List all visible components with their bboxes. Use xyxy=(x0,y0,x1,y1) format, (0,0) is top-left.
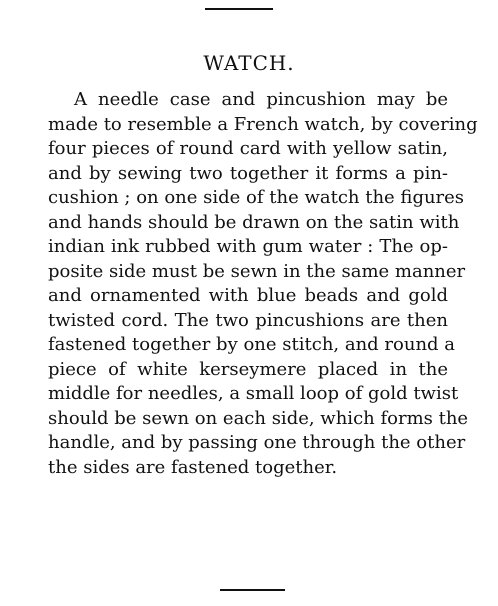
text-line: A needle case and pincushion may be xyxy=(74,89,448,110)
text-line: twisted cord. The two pincushions are then xyxy=(48,309,448,331)
text-line: and by sewing two together it forms a pin- xyxy=(48,162,448,184)
text-line: middle for needles, a small loop of gold twist xyxy=(48,383,459,404)
text-line: and ornamented with blue beads and gold xyxy=(48,285,448,306)
text-line: indian ink rubbed with gum water : The op- xyxy=(48,236,448,257)
body-paragraph xyxy=(48,88,478,480)
text-line: should be sewn on each side, which forms the xyxy=(48,407,469,429)
text-line: and hands should be drawn on the satin with xyxy=(48,211,460,233)
text-line: made to resemble a French watch, by covering xyxy=(48,113,478,135)
page-title: WATCH. xyxy=(203,51,295,75)
text-line: posite side must be sewn in the same manner xyxy=(48,260,466,282)
top-rule xyxy=(205,8,273,10)
text-line: piece of white kerseymere placed in the xyxy=(48,358,448,380)
text-line: fastened together by one stitch, and round a xyxy=(48,334,456,355)
text-line: handle, and by passing one through the other xyxy=(48,432,466,453)
bottom-rule xyxy=(220,589,285,591)
text-line: four pieces of round card with yellow satin, xyxy=(48,138,448,159)
text-line: cushion ; on one side of the watch the figures xyxy=(48,187,465,208)
text-line: the sides are fastened together. xyxy=(48,456,338,478)
